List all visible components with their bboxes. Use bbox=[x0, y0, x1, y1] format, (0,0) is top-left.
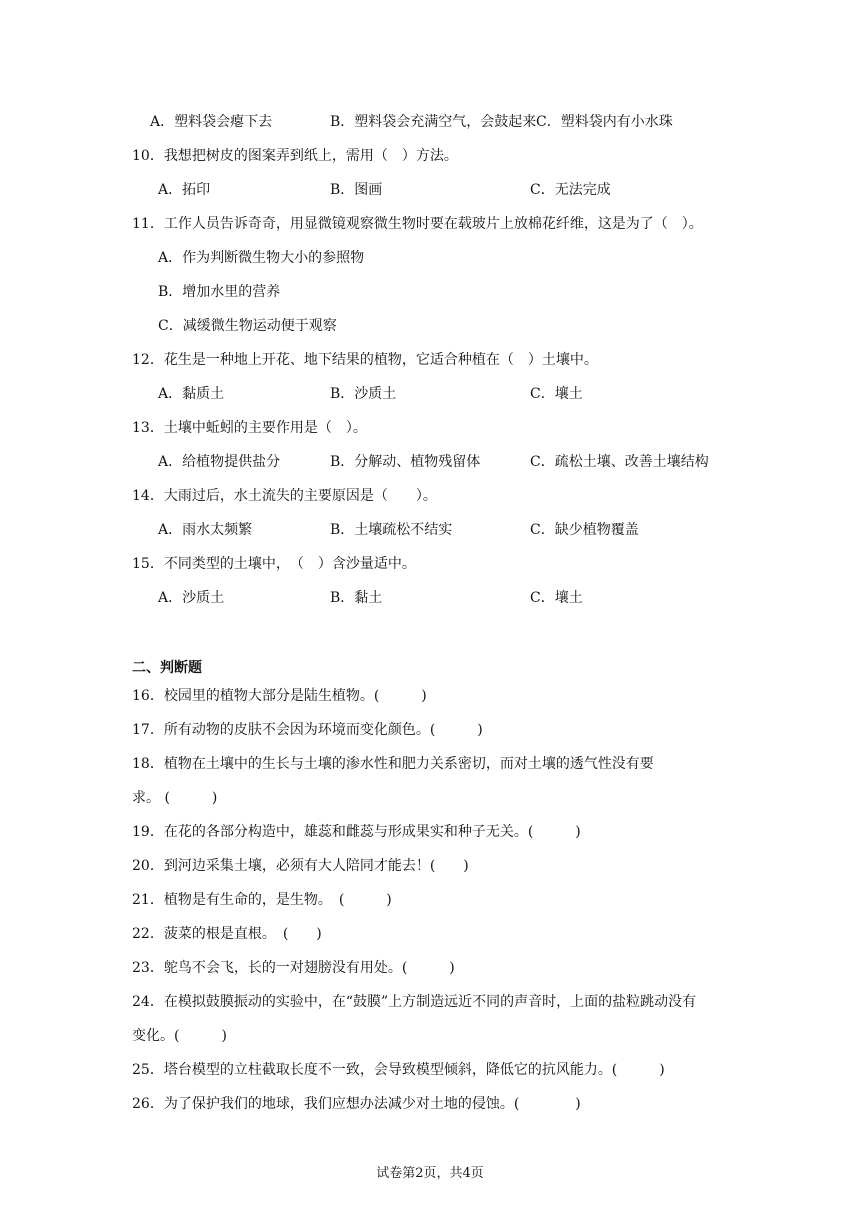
q23-stem: 23．鸵鸟不会飞，长的一对翅膀没有用处。( ) bbox=[132, 960, 455, 976]
q9-option-a: A．塑料袋会瘪下去 bbox=[150, 114, 273, 130]
q13-stem: 13．土壤中蚯蚓的主要作用是（ ）。 bbox=[132, 420, 367, 436]
q20-stem: 20．到河边采集土壤，必须有大人陪同才能去！( ) bbox=[132, 858, 469, 874]
q26-stem: 26．为了保护我们的地球，我们应想办法减少对土地的侵蚀。( ) bbox=[132, 1096, 581, 1112]
section-heading-judgment: 二、判断题 bbox=[132, 660, 202, 676]
q17-stem: 17．所有动物的皮肤不会因为环境而变化颜色。( ) bbox=[132, 722, 483, 738]
q14-option-c: C．缺少植物覆盖 bbox=[530, 522, 639, 538]
q12-option-c: C．壤土 bbox=[530, 386, 583, 402]
q9-option-b: B．塑料袋会充满空气，会鼓起来 bbox=[330, 114, 537, 130]
q13-option-c: C．疏松土壤、改善土壤结构 bbox=[530, 454, 709, 470]
q12-stem: 12．花生是一种地上开花、地下结果的植物，它适合种植在（ ）土壤中。 bbox=[132, 352, 598, 368]
q15-option-a: A．沙质土 bbox=[158, 590, 225, 606]
page-footer: 试卷第2页，共4页 bbox=[376, 1166, 484, 1181]
q11-option-c: C．减缓微生物运动便于观察 bbox=[158, 318, 337, 334]
q13-option-a: A．给植物提供盐分 bbox=[158, 454, 281, 470]
q22-stem: 22．菠菜的根是直根。 ( ) bbox=[132, 926, 322, 942]
q14-option-a: A．雨水太频繁 bbox=[158, 522, 253, 538]
q19-stem: 19．在花的各部分构造中，雄蕊和雌蕊与形成果实和种子无关。( ) bbox=[132, 824, 581, 840]
q9-option-c: C．塑料袋内有小水珠 bbox=[536, 114, 673, 130]
q16-stem: 16．校园里的植物大部分是陆生植物。( ) bbox=[132, 688, 427, 704]
q13-option-b: B．分解动、植物残留体 bbox=[330, 454, 481, 470]
q18-stem-line2: 求。 ( ) bbox=[132, 790, 218, 806]
q15-stem: 15．不同类型的土壤中， （ ）含沙量适中。 bbox=[132, 556, 416, 572]
q14-option-b: B．土壤疏松不结实 bbox=[330, 522, 453, 538]
q24-stem-line2: 变化。( ) bbox=[132, 1028, 227, 1044]
q11-option-a: A．作为判断微生物大小的参照物 bbox=[158, 250, 365, 266]
q18-stem-line1: 18．植物在土壤中的生长与土壤的渗水性和肥力关系密切，而对土壤的透气性没有要 bbox=[132, 756, 654, 772]
q12-option-a: A．黏质土 bbox=[158, 386, 225, 402]
q11-option-b: B．增加水里的营养 bbox=[158, 284, 281, 300]
q15-option-c: C．壤土 bbox=[530, 590, 583, 606]
q12-option-b: B．沙质土 bbox=[330, 386, 397, 402]
q10-option-b: B．图画 bbox=[330, 182, 383, 198]
q10-option-c: C．无法完成 bbox=[530, 182, 611, 198]
q24-stem-line1: 24．在模拟鼓膜振动的实验中，在“鼓膜”上方制造远近不同的声音时，上面的盐粒跳动没有 bbox=[132, 994, 697, 1010]
q14-stem: 14．大雨过后，水土流失的主要原因是（ ）。 bbox=[132, 488, 437, 504]
q10-stem: 10．我想把树皮的图案弄到纸上，需用（ ）方法。 bbox=[132, 148, 458, 164]
q21-stem: 21．植物是有生命的，是生物。 ( ) bbox=[132, 892, 392, 908]
q10-option-a: A．拓印 bbox=[158, 182, 211, 198]
q25-stem: 25．塔台模型的立柱截取长度不一致，会导致模型倾斜，降低它的抗风能力。( ) bbox=[132, 1062, 665, 1078]
q11-stem: 11．工作人员告诉奇奇，用显微镜观察微生物时要在载玻片上放棉花纤维，这是为了（ ）。 bbox=[132, 216, 703, 232]
q15-option-b: B．黏土 bbox=[330, 590, 383, 606]
